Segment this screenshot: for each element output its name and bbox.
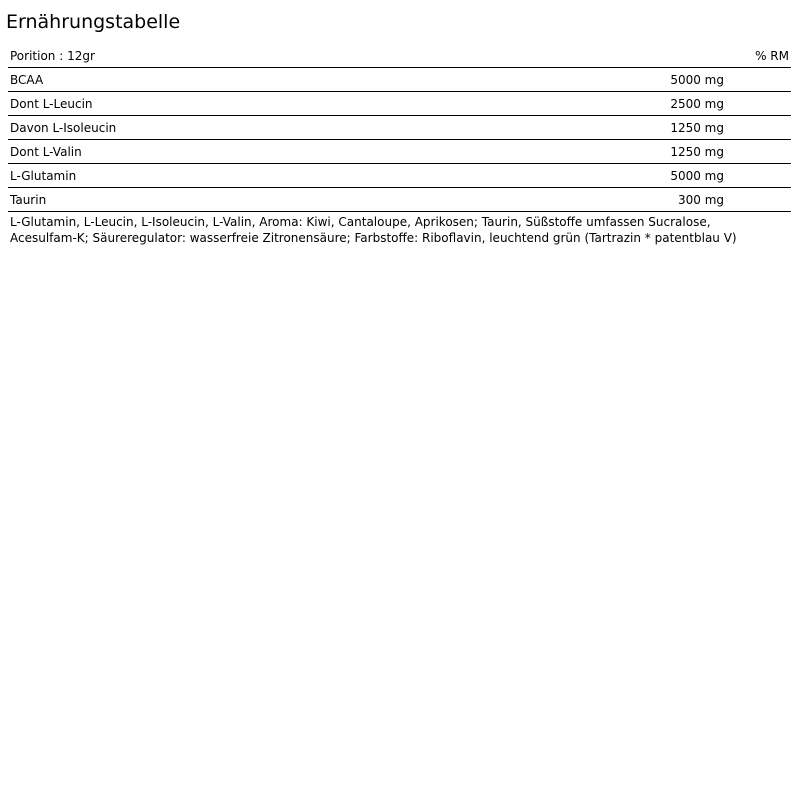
nutrition-table xyxy=(8,44,791,212)
nutrient-amount: 5000 mg xyxy=(612,68,726,92)
nutrient-rm xyxy=(726,68,791,92)
nutrient-amount: 300 mg xyxy=(612,188,726,212)
nutrient-name: L-Glutamin xyxy=(8,164,612,188)
nutrient-name: Taurin xyxy=(8,188,612,212)
rm-header: % RM xyxy=(726,44,791,68)
nutrient-name: Davon L-Isoleucin xyxy=(8,116,612,140)
nutrient-rm xyxy=(726,164,791,188)
header-amount-cell xyxy=(612,44,726,68)
nutrient-rm xyxy=(726,188,791,212)
portion-label: Porition : 12gr xyxy=(8,44,612,68)
table-row xyxy=(8,164,791,188)
nutrient-name: Dont L-Leucin xyxy=(8,92,612,116)
nutrient-rm xyxy=(726,140,791,164)
table-row xyxy=(8,140,791,164)
nutrient-amount: 1250 mg xyxy=(612,140,726,164)
page-title: Ernährungstabelle xyxy=(6,11,181,33)
ingredients-text: L-Glutamin, L-Leucin, L-Isoleucin, L-Valin, Aroma: Kiwi, Cantaloupe, Aprikosen; Taurin, Süßstoffe umfassen Sucralose, Acesulfam-K; Säureregulator: wasserfreie Zitronensäure; Farbstoffe: Riboflavin, leuchtend grün (Tartrazin * patentblau V) xyxy=(10,215,737,245)
nutrient-name: BCAA xyxy=(8,68,612,92)
nutrient-amount: 1250 mg xyxy=(612,116,726,140)
table-header-row xyxy=(8,44,791,68)
table-row xyxy=(8,68,791,92)
nutrient-rm xyxy=(726,116,791,140)
table-row xyxy=(8,92,791,116)
nutrient-amount: 5000 mg xyxy=(612,164,726,188)
table-row xyxy=(8,116,791,140)
nutrient-name: Dont L-Valin xyxy=(8,140,612,164)
table-row xyxy=(8,188,791,212)
nutrient-rm xyxy=(726,92,791,116)
nutrient-amount: 2500 mg xyxy=(612,92,726,116)
